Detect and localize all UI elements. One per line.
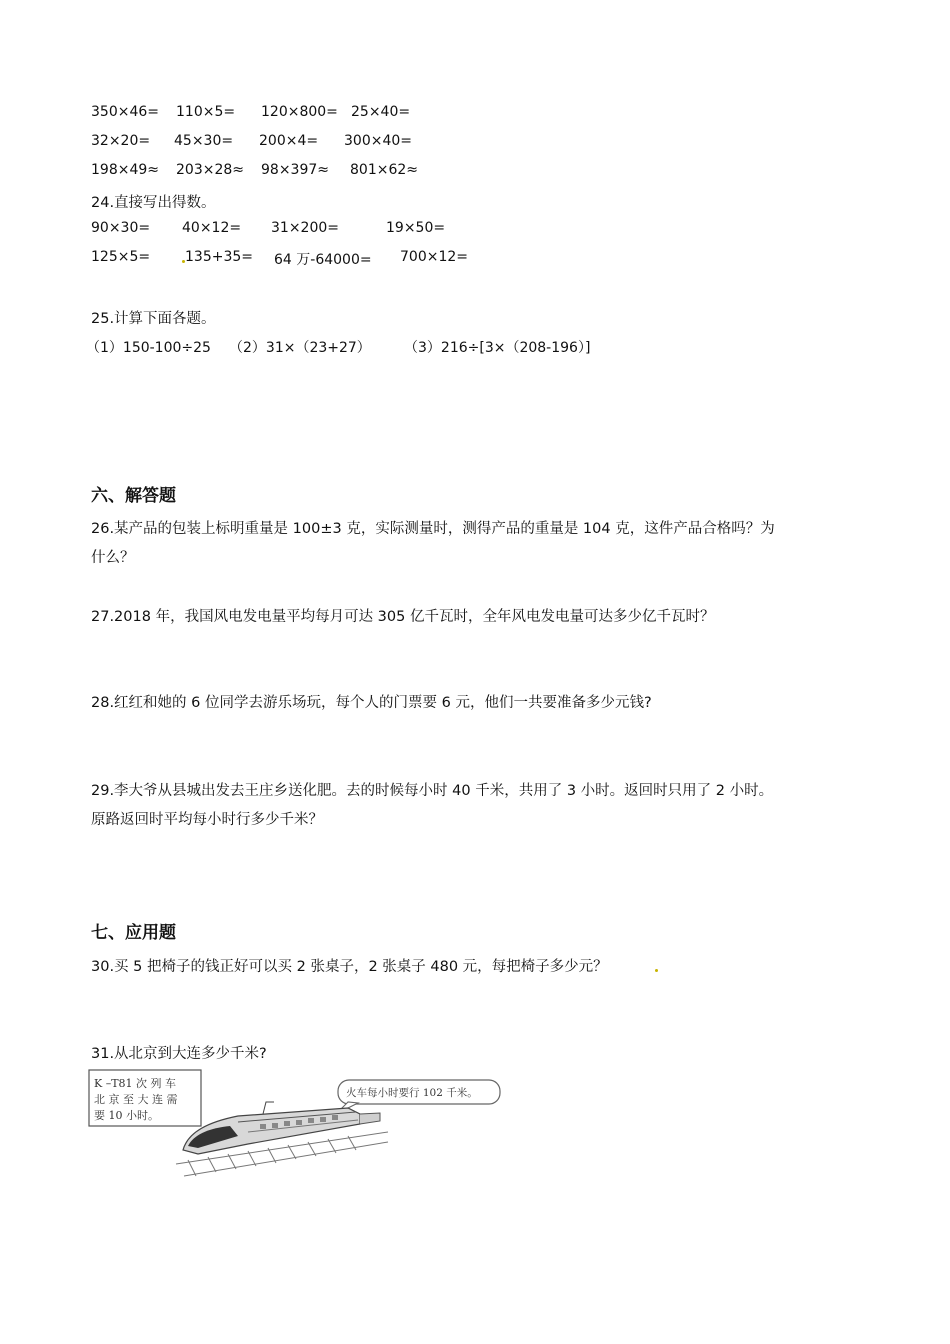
train-sign-line-3: 要 10 小时。 — [94, 1109, 159, 1122]
calc-item: 350×46= — [91, 104, 159, 120]
calc-item: 135+35= — [185, 249, 253, 265]
train-icon — [183, 1102, 380, 1154]
q25-item-2: （2）31×（23+27） — [229, 340, 371, 356]
stray-dot — [182, 260, 185, 263]
train-sign-line-2: 北 京 至 大 连 需 — [94, 1093, 178, 1106]
calc-item: 25×40= — [351, 104, 411, 120]
calc-item: 110×5= — [176, 104, 236, 120]
calc-item: 98×397≈ — [261, 162, 329, 178]
q26-line-1: 26.某产品的包装上标明重量是 100±3 克，实际测量时，测得产品的重量是 104 克，这件产品合格吗？为 — [91, 521, 775, 537]
q25-title-text: 25.计算下面各题。 — [91, 311, 216, 327]
section-6-heading: 六、解答题 — [91, 486, 176, 506]
stray-dot — [655, 969, 658, 972]
q29-line-2: 原路返回时平均每小时行多少千米？ — [91, 812, 323, 828]
calc-item: 198×49≈ — [91, 162, 159, 178]
q25-item-1: （1）150-100÷25 — [86, 340, 211, 356]
calc-item: 64 万-64000= — [274, 252, 372, 268]
q31: 31.从北京到大连多少千米? — [91, 1046, 267, 1062]
speech-bubble-text: 火车每小时要行 102 千米。 — [346, 1087, 478, 1099]
calc-item: 31×200= — [271, 220, 339, 236]
calc-item: 120×800= — [261, 104, 338, 120]
calc-item: 125×5= — [91, 249, 151, 265]
calc-item: 801×62≈ — [350, 162, 418, 178]
q29-line-1: 29.李大爷从县城出发去王庄乡送化肥。去的时候每小时 40 千米，共用了 3 小时。返回时只用了 2 小时。 — [91, 783, 774, 799]
q28: 28.红红和她的 6 位同学去游乐场玩，每个人的门票要 6 元，他们一共要准备多少元钱? — [91, 695, 652, 711]
q26-line-2: 什么？ — [91, 550, 135, 566]
calc-item: 300×40= — [344, 133, 412, 149]
calc-item: 700×12= — [400, 249, 468, 265]
calc-item: 45×30= — [174, 133, 234, 149]
calc-item: 90×30= — [91, 220, 151, 236]
calc-item: 200×4= — [259, 133, 319, 149]
calc-item: 203×28≈ — [176, 162, 244, 178]
q30: 30.买 5 把椅子的钱正好可以买 2 张桌子，2 张桌子 480 元，每把椅子多少元？ — [91, 959, 608, 975]
train-illustration — [88, 1066, 508, 1186]
q27: 27.2018 年，我国风电发电量平均每月可达 305 亿千瓦时，全年风电发电量可达多少亿千瓦时？ — [91, 609, 715, 625]
train-sign-line-1: K –T81 次 列 车 — [94, 1077, 177, 1090]
q24-title-text: 24.直接写出得数。 — [91, 195, 216, 211]
calc-item: 40×12= — [182, 220, 242, 236]
section-7-heading: 七、应用题 — [91, 923, 176, 943]
q25-item-3: （3）216÷[3×（208-196）] — [404, 340, 591, 356]
calc-item: 19×50= — [386, 220, 446, 236]
calc-item: 32×20= — [91, 133, 151, 149]
